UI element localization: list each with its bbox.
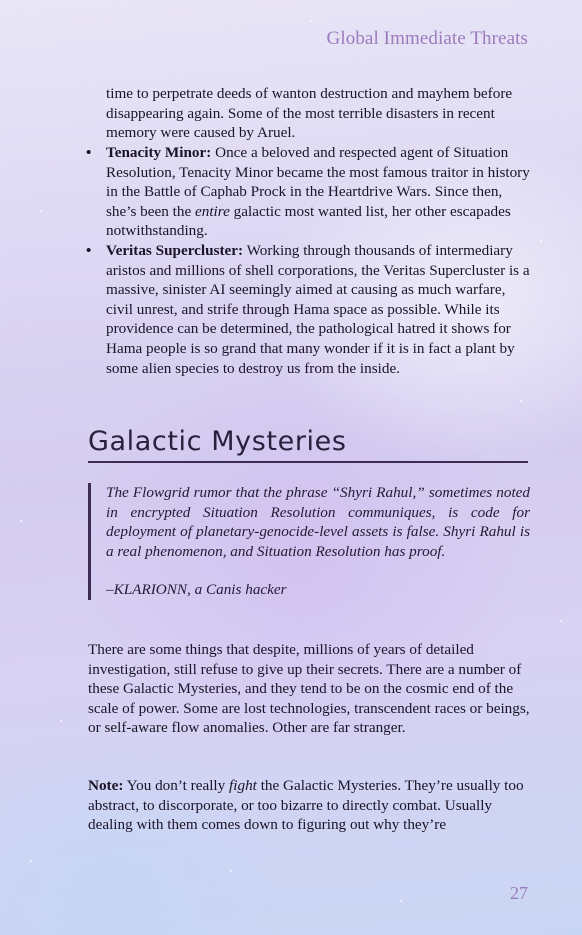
bullet-icon: • [86, 144, 92, 161]
list-item-tenacity-minor [86, 143, 530, 241]
bullet-text: Working through thousands of intermediary aristos and millions of shell corporations, the Veritas Supercluster is a massive, sinister AI seemingly aimed at causing as much warfare, civil unrest, and strife through Hama space as possible. While its providence can be determined, the pathological hatred it shows for Hama people is so grand that many wonder if it is in fact a plant by some alien species to destroy us from the inside. [106, 241, 530, 377]
body-paragraph [88, 640, 530, 738]
note-text: You don’t really [123, 777, 230, 794]
note-emphasis: fight [229, 777, 257, 794]
quote-text: The Flowgrid rumor that the phrase “Shyri Rahul,” sometimes noted in encrypted Situation Resolution communiques, is code for deployment of planetary-genocide-level assets is false. Shyri Rahul is a real phenomenon, and Situation Resolution has proof. [106, 484, 530, 560]
list-item-veritas-supercluster [86, 241, 530, 378]
running-header: Global Immediate Threats [326, 28, 528, 49]
sidebar-quote [88, 483, 530, 600]
bullet-term: Veritas Supercluster: [106, 241, 244, 259]
paragraph-text: There are some things that despite, millions of years of detailed investigation, still refuse to give up their secrets. There are a number of these Galactic Mysteries, and they tend to be on the cosmic end of the scale of power. Some are lost technologies, transcendent races or beings, or self-aware flow anomalies. Other are far stranger. [88, 641, 530, 737]
note-label: Note: [88, 777, 124, 794]
bullet-term: Tenacity Minor: [106, 144, 212, 161]
bullet-emphasis: entire [195, 202, 230, 220]
section-heading: Galactic Mysteries [88, 426, 528, 463]
bullet-icon: • [86, 241, 92, 259]
bullet-text: Once a beloved and respected agent of Situation Resolution, Tenacity Minor became the most famous traitor in history in the Battle of Caphab Prock in the Heartdrive Wars. Since then, she’s been the [106, 144, 530, 220]
quote-attribution: –KLARIONN, a Canis hacker [106, 581, 287, 599]
continued-text: time to perpetrate deeds of wanton destruction and mayhem before disappearing again. Some of the most terrible disasters in recent memory were caused by Aruel. [106, 85, 513, 142]
continued-paragraph [106, 84, 530, 143]
page-number: 27 [510, 883, 528, 903]
threat-list [86, 143, 530, 378]
note-paragraph [88, 776, 530, 835]
note-text-end: the Galactic Mysteries. They’re usually too abstract, to discorporate, or too bizarre to directly combat. Usually dealing with them comes down to figuring out why they’re [88, 777, 524, 834]
bullet-text-end: galactic most wanted list, her other escapades notwithstanding. [106, 202, 511, 240]
